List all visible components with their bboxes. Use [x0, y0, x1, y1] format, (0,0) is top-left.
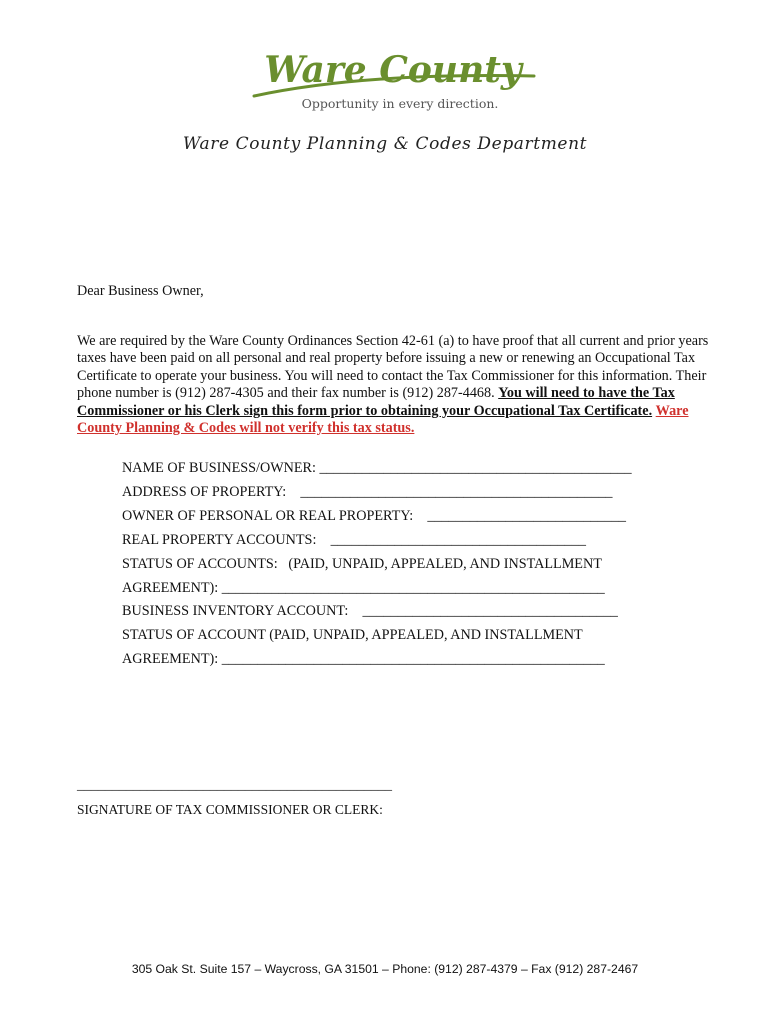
salutation: Dear Business Owner, [77, 283, 204, 299]
svg-text:Opportunity in every direction: Opportunity in every direction. [301, 96, 499, 111]
status-of-accounts-label: STATUS OF ACCOUNTS: (PAID, UNPAID, APPEALED, AND INSTALLMENT [122, 556, 602, 572]
name-of-business-field[interactable]: NAME OF BUSINESS/OWNER: ____________________________________________ [122, 460, 632, 476]
signature-line[interactable]: _____________________________________________ [77, 778, 392, 793]
status-of-accounts-field[interactable]: AGREEMENT): ______________________________________________________ [122, 580, 605, 596]
svg-text:Ware County: Ware County [264, 49, 522, 91]
real-property-accounts-field[interactable]: REAL PROPERTY ACCOUNTS: ____________________________________ [122, 532, 586, 548]
status-of-account-field[interactable]: AGREEMENT): ______________________________________________________ [122, 651, 605, 667]
footer-address: 305 Oak St. Suite 157 – Waycross, GA 31501 – Phone: (912) 287-4379 – Fax (912) 287-2467 [131, 962, 639, 976]
signature-label: SIGNATURE OF TAX COMMISSIONER OR CLERK: [77, 802, 383, 817]
ware-county-logo [248, 38, 538, 118]
address-of-property-field[interactable]: ADDRESS OF PROPERTY: ____________________________________________ [122, 484, 613, 500]
owner-of-property-field[interactable]: OWNER OF PERSONAL OR REAL PROPERTY: ____________________________ [122, 508, 627, 524]
department-title: Ware County Planning & Codes Department [182, 134, 588, 154]
logo-graphic [248, 38, 538, 118]
intro-text: We are required by the Ware County Ordinances Section 42-61 (a) to have proof that all current and prior years taxes have been paid on all personal and real property before issuing a new or renewing an Occupational Tax Certificate to operate your business. You will need to contact the Tax Commissioner for this information. Their phone number is (912) 287-4305 and their fax number is (912) 287-4468. [77, 333, 709, 402]
red-notice: Ware County Planning & Codes will not verify this tax status. [77, 402, 689, 437]
business-inventory-account-field[interactable]: BUSINESS INVENTORY ACCOUNT: ____________________________________ [122, 603, 618, 619]
status-of-account-label: STATUS OF ACCOUNT (PAID, UNPAID, APPEALED, AND INSTALLMENT [122, 627, 583, 643]
intro-paragraph [77, 333, 717, 437]
bold-notice: You will need to have the Tax Commissioner or his Clerk sign this form prior to obtaining your Occupational Tax Certificate. [77, 385, 675, 419]
